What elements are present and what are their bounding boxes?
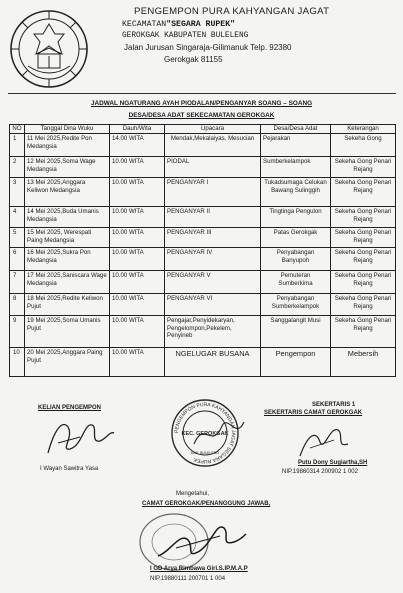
table-row: [10, 316, 396, 348]
kecamatan-prefix: KECAMATAN: [122, 20, 167, 29]
cell-keterangan: Sekeha Gong Penari Rejang: [331, 248, 396, 271]
cell-no: 1: [10, 134, 25, 157]
cell-desa: Sumberkelampok: [261, 157, 331, 178]
cell-keterangan: Sekeha Gong Penari Rejang: [331, 271, 396, 294]
cell-keterangan: Sekeha Gong Penari Rejang: [331, 157, 396, 178]
address-line: Jalan Jurusan Singaraja-Gilimanuk Telp. 92380: [124, 43, 292, 52]
cell-dauh: 10.00 WITA: [110, 348, 165, 377]
org-name: PENGEMPON PURA KAHYANGAN JAGAT: [134, 6, 330, 17]
cell-dauh: 10.00 WITA: [110, 271, 165, 294]
header-upacara: Upacara: [165, 125, 261, 134]
cell-dauh: 10.00 WITA: [110, 294, 165, 316]
cell-upacara: NGELUGAR BUSANA: [165, 348, 261, 377]
cell-no: 3: [10, 178, 25, 207]
cell-upacara: PENGANYAR V: [165, 271, 261, 294]
table-row: [10, 157, 396, 178]
header-divider: [8, 93, 396, 94]
cell-tanggal: 15 Mei 2025, Werespati Paing Medangsia: [25, 228, 110, 248]
cell-keterangan: Sekeha Gong: [331, 134, 396, 157]
cell-no: 5: [10, 228, 25, 248]
cell-upacara: PENGANYAR II: [165, 207, 261, 228]
camat-name: I GD Arya Rimbawa Giri.S.IP.M.A.P: [150, 566, 248, 572]
right-signature: [290, 420, 360, 465]
cell-tanggal: 19 Mei 2025,Soma Umanis Pujut: [25, 316, 110, 348]
right-signer-subtitle: SEKERTARIS CAMAT GEROKGAK: [264, 410, 363, 416]
stamp-ring-text: PENGEMPON PURA KAHYANGAN JAGAT SEGARA RUPEK: [173, 401, 237, 465]
cell-keterangan: Sekeha Gong Penari Rejang: [331, 178, 396, 207]
table-row: [10, 248, 396, 271]
schedule-title: JADWAL NGATURANG AYAH PIODALAN/PENGANYAR SOANG – SOANG: [90, 100, 313, 107]
cell-dauh: 10.00 WITA: [110, 228, 165, 248]
cell-keterangan: Sekeha Gong Penari Rejang: [331, 294, 396, 316]
left-signer-name: I Wayan Sawitra Yasa: [40, 466, 99, 472]
header-tanggal: Tanggal Dina Wuku: [25, 125, 110, 134]
cell-desa: Penyabangan Banyupoh: [261, 248, 331, 271]
stamp-bottom-text: KAB. BULELENG: [190, 451, 220, 455]
table-row: [10, 228, 396, 248]
table-row: [10, 348, 396, 377]
table-row: [10, 294, 396, 316]
cell-no: 10: [10, 348, 25, 377]
cell-keterangan: Sekeha Gong Penari Rejang: [331, 316, 396, 348]
cell-tanggal: 16 Mei 2025,Sukra Pon Medangsia: [25, 248, 110, 271]
cell-keterangan: Sekeha Gong Penari Rejang: [331, 207, 396, 228]
cell-desa: Patas Gerokgak: [261, 228, 331, 248]
header-dauh: Dauh/Wita: [110, 125, 165, 134]
left-signer-title: KELIAN PENGEMPON: [38, 405, 102, 411]
cell-no: 4: [10, 207, 25, 228]
cell-tanggal: 20 Mei 2025,Anggara Paing Pujut: [25, 348, 110, 377]
schedule-table: [9, 124, 396, 377]
cell-tanggal: 12 Mei 2025,Soma Wage Medangsia: [25, 157, 110, 178]
stamp-signature-scribble: [188, 410, 248, 458]
cell-tanggal: 18 Mei 2025,Redite Keliwon Pujut: [25, 294, 110, 316]
kecamatan-name: "SEGARA RUPEK": [166, 20, 236, 29]
cell-desa: Tingtinga Pengulon: [261, 207, 331, 228]
header-desa: Desa/Desa Adat: [261, 125, 331, 134]
cell-keterangan: Sekeha Gong Penari Rejang: [331, 228, 396, 248]
right-signer-title: SEKERTARIS 1: [312, 402, 356, 408]
cell-no: 6: [10, 248, 25, 271]
temple-emblem-logo: [8, 8, 90, 90]
cell-upacara: Mendak,Mekalaiyas, Mesucian: [165, 134, 261, 157]
header-keterangan: Keterangan: [331, 125, 396, 134]
cell-desa: Pejarakan: [261, 134, 331, 157]
cell-desa: Pengempon: [261, 348, 331, 377]
cell-upacara: Pengajar,Penyidekaryan, Pengelompon,Pekelem, Penyineb: [165, 316, 261, 348]
cell-no: 7: [10, 271, 25, 294]
table-row: [10, 271, 396, 294]
schedule-subtitle: DESA/DESA ADAT SEKECAMATAN GEROKGAK: [128, 112, 275, 119]
left-signature: [40, 413, 120, 465]
table-row: [10, 207, 396, 228]
cell-dauh: 10.00 WITA: [110, 248, 165, 271]
cell-desa: Pemuteran Sumberkima: [261, 271, 331, 294]
cell-no: 9: [10, 316, 25, 348]
table-row: [10, 178, 396, 207]
kecamatan-line: [122, 20, 402, 29]
cell-tanggal: 13 Mei 2025,Anggara Keliwon Medangsia: [25, 178, 110, 207]
cell-upacara: PENGANYAR VI: [165, 294, 261, 316]
cell-upacara: PENGANYAR III: [165, 228, 261, 248]
right-signer-name: Putu Dony Sugiartha,SH: [298, 460, 368, 466]
cell-no: 8: [10, 294, 25, 316]
stamp-center-text: KEC. GEROKGAK: [181, 431, 229, 437]
cell-tanggal: 17 Mei 2025,Saniscara Wage Medangsia: [25, 271, 110, 294]
cell-desa: Sanggalangit Musi: [261, 316, 331, 348]
right-signer-nip: NIP.19860314 200902 1 002: [282, 469, 358, 475]
cell-dauh: 10.00 WITA: [110, 178, 165, 207]
camat-signature: [150, 512, 250, 570]
cell-desa: Penyabangan Sumberkelampok: [261, 294, 331, 316]
cell-no: 2: [10, 157, 25, 178]
header-no: NO: [10, 125, 25, 134]
cell-keterangan: Mebersih: [331, 348, 396, 377]
table-row: [10, 134, 396, 157]
cell-desa: Tukadsumaga Celukan Bawang Sulinggih: [261, 178, 331, 207]
cell-upacara: PENGANYAR IV: [165, 248, 261, 271]
cell-upacara: PIODAL: [165, 157, 261, 178]
cell-dauh: 10.00 WITA: [110, 316, 165, 348]
camat-nip: NIP.19880111 200701 1 004: [150, 576, 226, 582]
cell-dauh: 14.00 WITA: [110, 134, 165, 157]
cell-upacara: PENGANYAR I: [165, 178, 261, 207]
camat-title: CAMAT GEROKGAK/PENANGGUNG JAWAB,: [142, 501, 271, 507]
letterhead: [102, 6, 402, 64]
table-header-row: [10, 125, 396, 134]
city-line: Gerokgak 81155: [164, 55, 223, 64]
cell-dauh: 10.00 WITA: [110, 207, 165, 228]
cell-tanggal: 14 Mei 2025,Buda Umanis Medangsia: [25, 207, 110, 228]
cell-tanggal: 11 Mei 2025,Redite Pon Medangsia: [25, 134, 110, 157]
mengetahui-label: Mengetahui,: [176, 491, 210, 497]
cell-dauh: 10.00 WITA: [110, 157, 165, 178]
kabupaten-line: GEROKGAK KABUPATEN BULELENG: [122, 32, 249, 40]
